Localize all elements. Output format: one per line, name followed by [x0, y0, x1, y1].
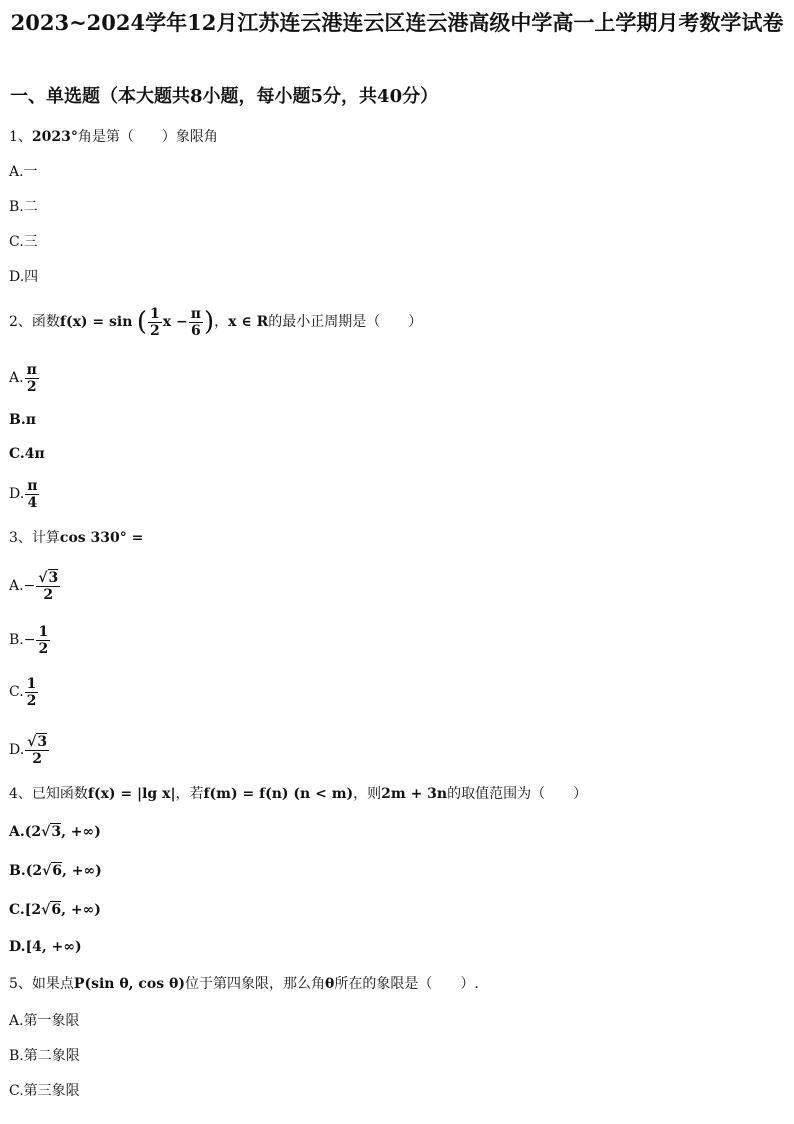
- q1-option-d: D.四: [9, 269, 39, 285]
- q2-suffix: 的最小正周期是（ ）: [268, 314, 423, 330]
- q3-option-d-num: √3: [27, 733, 48, 750]
- q3-option-b-num: 1: [38, 623, 49, 640]
- q4-option-c-radicand: 6: [51, 902, 62, 918]
- q3-option-d-fraction: [25, 734, 49, 767]
- q2-option-c: C.4π: [9, 446, 45, 462]
- q4-then: ，则: [353, 786, 382, 802]
- q1-option-a: A.一: [9, 164, 38, 180]
- q1-number: 1、: [9, 129, 32, 145]
- q2-option-d-label: D.: [9, 486, 25, 502]
- q2-function: f(x) = sin: [59, 314, 133, 330]
- section-heading: 一、单选题（本大题共8小题，每小题5分，共40分）: [10, 86, 439, 107]
- q2-pi-fraction: [189, 306, 203, 339]
- q3-option-b: [9, 620, 51, 660]
- q4-option-a-post: , +∞): [61, 824, 101, 840]
- q2-option-d-num: π: [27, 477, 38, 494]
- exam-title: 2023~2024学年12月江苏连云港连云区连云港高级中学高一上学期月考数学试卷: [10, 10, 784, 35]
- q3-option-b-den: 2: [38, 640, 49, 657]
- q4-option-a: A.(2√3, +∞): [9, 824, 101, 840]
- q4-function: f(x) = |lg x|: [87, 786, 176, 802]
- q4-if: ，若: [175, 786, 204, 802]
- q3-option-c-den: 2: [26, 692, 37, 709]
- q4-option-c-pre: C.[2: [9, 902, 42, 918]
- q2-option-a: [9, 360, 40, 396]
- q5-suffix: 所在的象限是（ ）.: [334, 976, 479, 992]
- q3-option-d-label: D.: [9, 742, 25, 758]
- question-1-stem: [9, 127, 218, 147]
- q3-option-a-num: √3: [38, 569, 59, 586]
- question-5-stem: [9, 974, 479, 994]
- q5-prefix: 5、如果点: [9, 976, 74, 992]
- q2-prefix: 2、函数: [9, 314, 60, 330]
- q2-comma: ，: [214, 314, 229, 330]
- q2-half-den: 2: [150, 322, 160, 339]
- question-2-stem: [9, 302, 422, 342]
- q2-open-paren: (: [136, 307, 148, 337]
- q5-point: P(sin θ, cos θ): [73, 976, 185, 992]
- q4-option-a-radicand: 3: [51, 824, 62, 840]
- q3-option-a-radicand: 3: [48, 569, 59, 586]
- q2-option-d-fraction: [25, 478, 39, 511]
- q3-option-c-label: C.: [9, 684, 24, 700]
- q5-middle: 位于第四象限，那么角: [185, 976, 325, 992]
- q4-option-b-pre: B.(2: [9, 863, 43, 879]
- q5-theta: θ: [325, 976, 335, 992]
- q3-option-a-den: 2: [43, 586, 54, 603]
- q3-expression: cos 330° =: [59, 530, 144, 546]
- q4-option-c: C.[2√6, +∞): [9, 902, 101, 918]
- q2-option-d-den: 4: [27, 494, 38, 511]
- q5-option-b: B.第二象限: [9, 1048, 80, 1064]
- q1-text: 角是第（ ）象限角: [77, 129, 218, 145]
- q4-option-c-post: , +∞): [61, 902, 101, 918]
- q2-pi-num: π: [190, 305, 201, 322]
- q3-option-b-label: B.−: [9, 632, 36, 648]
- q4-option-b-radicand: 6: [52, 863, 63, 879]
- q3-option-b-fraction: [36, 624, 50, 657]
- q2-domain: x ∈ R: [228, 314, 269, 330]
- q4-option-a-pre: A.(2: [9, 824, 42, 840]
- q4-option-d: D.[4, +∞): [9, 939, 82, 955]
- question-4-stem: [9, 784, 587, 804]
- q2-close-paren: ): [203, 307, 215, 337]
- q3-option-d: [9, 730, 50, 770]
- q4-prefix: 4、已知函数: [9, 786, 88, 802]
- q2-option-b: B.π: [9, 412, 36, 428]
- q4-suffix: 的取值范围为（ ）: [447, 786, 588, 802]
- question-3-stem: [9, 528, 143, 548]
- q5-option-a: A.第一象限: [9, 1013, 80, 1029]
- q2-option-a-den: 2: [26, 378, 37, 395]
- q3-option-c-num: 1: [26, 675, 37, 692]
- q2-six-den: 6: [190, 322, 201, 339]
- q2-option-a-label: A.: [9, 370, 24, 386]
- q4-option-b: B.(2√6, +∞): [9, 863, 102, 879]
- q3-option-d-radicand: 3: [37, 733, 48, 750]
- q4-option-b-post: , +∞): [62, 863, 102, 879]
- q2-option-a-num: π: [26, 361, 37, 378]
- q4-target: 2m + 3n: [381, 786, 448, 802]
- q1-option-c: C.三: [9, 234, 38, 250]
- q2-x-minus: x −: [162, 314, 188, 330]
- q3-option-a-label: A.−: [9, 578, 36, 594]
- q4-condition: f(m) = f(n) (n < m): [203, 786, 354, 802]
- q3-option-d-den: 2: [32, 750, 43, 767]
- q1-angle: 2023°: [31, 129, 78, 145]
- q2-option-d: [9, 476, 40, 512]
- q5-option-c: C.第三象限: [9, 1083, 80, 1099]
- q2-option-a-fraction: [25, 362, 39, 395]
- q2-half-num: 1: [150, 305, 160, 322]
- q3-option-c-fraction: [25, 676, 39, 709]
- q3-option-c: [9, 672, 39, 712]
- q3-option-a: [9, 566, 61, 606]
- q1-option-b: B.二: [9, 199, 38, 215]
- q3-option-a-fraction: [36, 570, 60, 603]
- q3-prefix: 3、计算: [9, 530, 60, 546]
- q2-half-fraction: [148, 306, 162, 339]
